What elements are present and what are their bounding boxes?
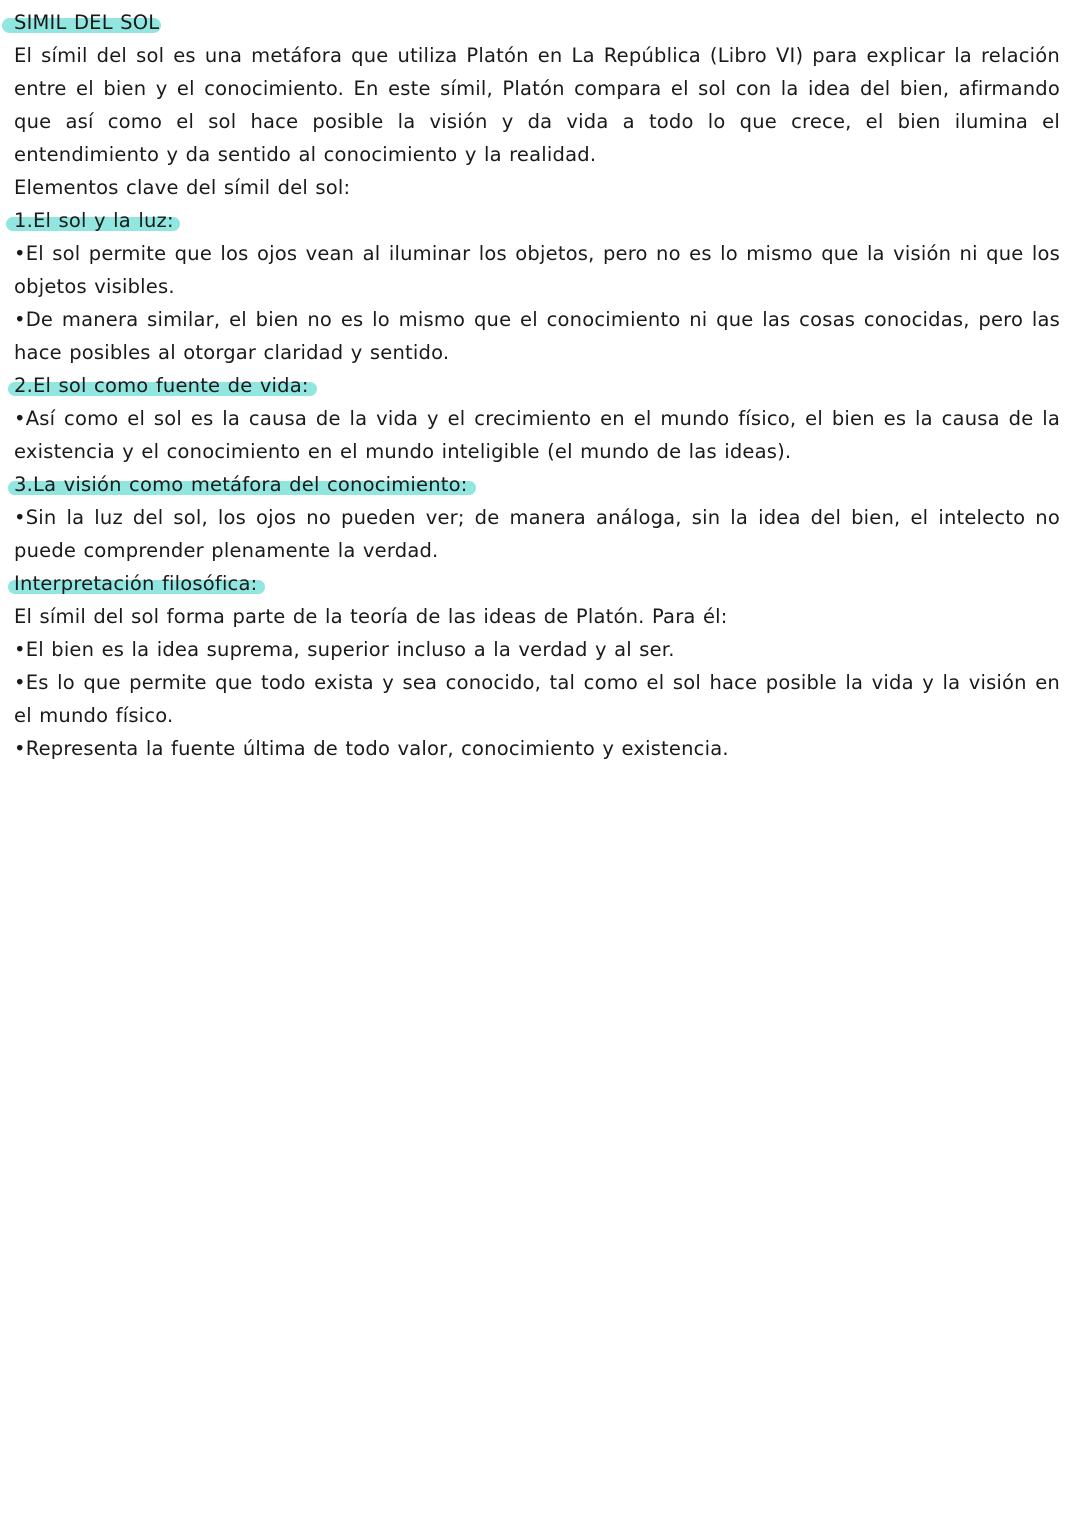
section-1-heading-line [14, 204, 1060, 237]
section-heading: 3.La visión como metáfora del conocimiento: [14, 468, 468, 501]
bullet-item: •Sin la luz del sol, los ojos no pueden ver; de manera análoga, sin la idea del bien, el intelecto no puede comprender plenamente la verdad. [14, 506, 1060, 562]
bullet-item: •El bien es la idea suprema, superior incluso a la verdad y al ser. [14, 638, 675, 661]
section-heading: 2.El sol como fuente de vida: [14, 369, 309, 402]
key-elements-heading: Elementos clave del símil del sol: [14, 176, 351, 199]
notes-body [14, 6, 1060, 765]
title-line [14, 6, 1060, 39]
page-title: SIMIL DEL SOL [14, 6, 159, 39]
bullet-item: •Es lo que permite que todo exista y sea conocido, tal como el sol hace posible la vida y la visión en el mundo físico. [14, 671, 1060, 727]
interpretation-heading: Interpretación filosófica: [14, 567, 257, 600]
section-2-heading-line [14, 369, 1060, 402]
interpretation-intro: El símil del sol forma parte de la teoría de las ideas de Platón. Para él: [14, 605, 728, 628]
bullet-item: •Así como el sol es la causa de la vida y el crecimiento en el mundo físico, el bien es la causa de la existencia y el conocimiento en el mundo inteligible (el mundo de las ideas). [14, 407, 1060, 463]
section-heading: 1.El sol y la luz: [14, 204, 174, 237]
section-3-heading-line [14, 468, 1060, 501]
intro-paragraph: El símil del sol es una metáfora que utiliza Platón en La República (Libro VI) para explicar la relación entre el bien y el conocimiento. En este símil, Platón compara el sol con la idea del bien, afirmando que así como el sol hace posible la visión y da vida a todo lo que crece, el bien ilumina el entendimiento y da sentido al conocimiento y la realidad. [14, 44, 1060, 166]
bullet-item: •Representa la fuente última de todo valor, conocimiento y existencia. [14, 737, 729, 760]
interpretation-heading-line [14, 567, 1060, 600]
bullet-item: •El sol permite que los ojos vean al iluminar los objetos, pero no es lo mismo que la visión ni que los objetos visibles. [14, 242, 1060, 298]
bullet-item: •De manera similar, el bien no es lo mismo que el conocimiento ni que las cosas conocidas, pero las hace posibles al otorgar claridad y sentido. [14, 308, 1060, 364]
